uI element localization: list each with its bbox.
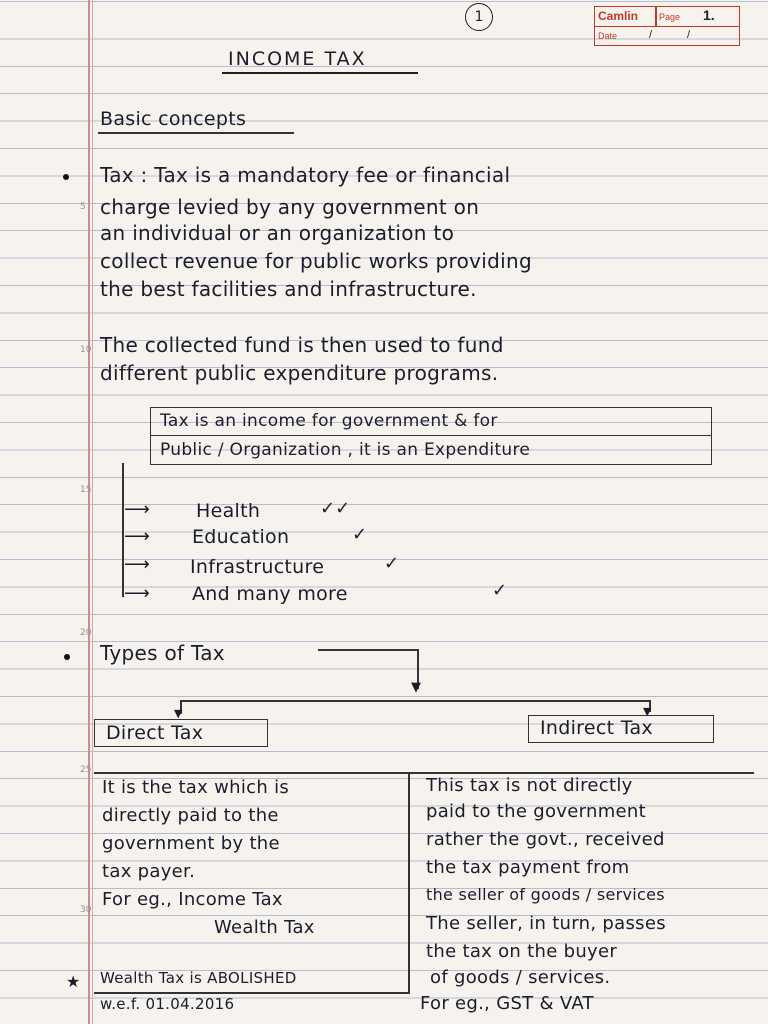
heading-underline — [98, 132, 294, 134]
date-slash: / — [687, 29, 691, 41]
margin-line — [88, 0, 90, 1024]
income-box-line: Public / Organization , it is an Expenditure — [160, 440, 531, 460]
page-number: 1. — [703, 7, 715, 23]
line-number: 5 — [80, 202, 86, 212]
indirect-desc-line: the seller of goods / services — [426, 885, 665, 904]
arrow-icon: ⟶ — [124, 499, 150, 520]
types-heading: Types of Tax — [100, 641, 225, 665]
use-item: And many more — [192, 583, 348, 605]
arrow-icon: ⟶ — [124, 554, 150, 575]
bullet — [64, 654, 70, 660]
income-box-line: Tax is an income for government & for — [160, 411, 498, 431]
types-connector — [318, 649, 418, 651]
arrow-down-icon: ▼ — [411, 680, 421, 695]
arrow-icon: ⟶ — [124, 526, 150, 547]
line-number: 30 — [80, 905, 92, 915]
line-number: 10 — [80, 345, 92, 355]
camlin-page-box — [594, 6, 740, 46]
types-branch — [180, 700, 650, 702]
footnote-line: Wealth Tax is ABOLISHED — [100, 969, 297, 987]
direct-desc-line: directly paid to the — [102, 805, 279, 826]
date-slash: / — [649, 29, 653, 41]
indirect-desc-line: rather the govt., received — [426, 829, 665, 850]
box-divider — [655, 7, 657, 26]
indirect-desc-line: This tax is not directly — [426, 775, 633, 796]
indirect-tax-label: Indirect Tax — [540, 717, 653, 739]
line-number: 25 — [80, 765, 92, 775]
direct-desc-line: government by the — [102, 833, 280, 854]
indirect-desc-line: the tax on the buyer — [426, 941, 618, 962]
tax-def-line: an individual or an organization to — [100, 221, 455, 245]
arrow-down-icon: ▼ — [643, 705, 652, 718]
line-number: 15 — [80, 485, 92, 495]
indirect-desc-line: paid to the government — [426, 801, 646, 822]
table-divider — [408, 772, 410, 992]
indirect-desc-line: the tax payment from — [426, 857, 630, 878]
star-icon: ★ — [66, 972, 81, 991]
checkmark-icon: ✓ — [492, 580, 508, 601]
bullet — [63, 174, 69, 180]
circled-page-number: 1 — [465, 3, 493, 31]
fund-line: The collected fund is then used to fund — [100, 333, 504, 357]
tax-def-line: Tax : Tax is a mandatory fee or financial — [100, 163, 511, 187]
date-label: Date — [598, 31, 618, 41]
title-underline — [222, 72, 418, 74]
arrow-icon: ⟶ — [124, 583, 150, 604]
checkmark-icon: ✓✓ — [320, 498, 351, 519]
use-item: Infrastructure — [190, 556, 325, 578]
tax-def-line: the best facilities and infrastructure. — [100, 277, 477, 301]
income-box-divider — [150, 435, 711, 436]
footnote-line: w.e.f. 01.04.2016 — [100, 995, 235, 1013]
arrow-down-icon: ▼ — [174, 707, 183, 720]
direct-tax-label: Direct Tax — [106, 722, 204, 744]
use-item: Education — [192, 526, 290, 548]
direct-example: For eg., Income Tax — [102, 889, 283, 910]
checkmark-icon: ✓ — [384, 553, 400, 574]
direct-example: Wealth Tax — [214, 917, 315, 938]
page-title: INCOME TAX — [228, 48, 367, 70]
heading-basic-concepts: Basic concepts — [100, 108, 247, 130]
use-item: Health — [196, 500, 261, 522]
page-label: Page — [659, 12, 681, 22]
tax-def-line: charge levied by any government on — [100, 195, 480, 219]
tax-def-line: collect revenue for public works providing — [100, 249, 532, 273]
fund-line: different public expenditure programs. — [100, 361, 499, 385]
table-top-rule — [94, 772, 754, 774]
table-bottom-rule — [94, 992, 410, 994]
indirect-example: For eg., GST & VAT — [420, 993, 594, 1014]
indirect-desc-line: of goods / services. — [430, 967, 611, 988]
line-number: 20 — [80, 628, 92, 638]
direct-desc-line: tax payer. — [102, 861, 196, 882]
margin-line-secondary — [92, 0, 93, 1024]
brand-label: Camlin — [598, 9, 639, 23]
checkmark-icon: ✓ — [352, 524, 368, 545]
direct-desc-line: It is the tax which is — [102, 777, 290, 798]
indirect-desc-line: The seller, in turn, passes — [426, 913, 666, 934]
